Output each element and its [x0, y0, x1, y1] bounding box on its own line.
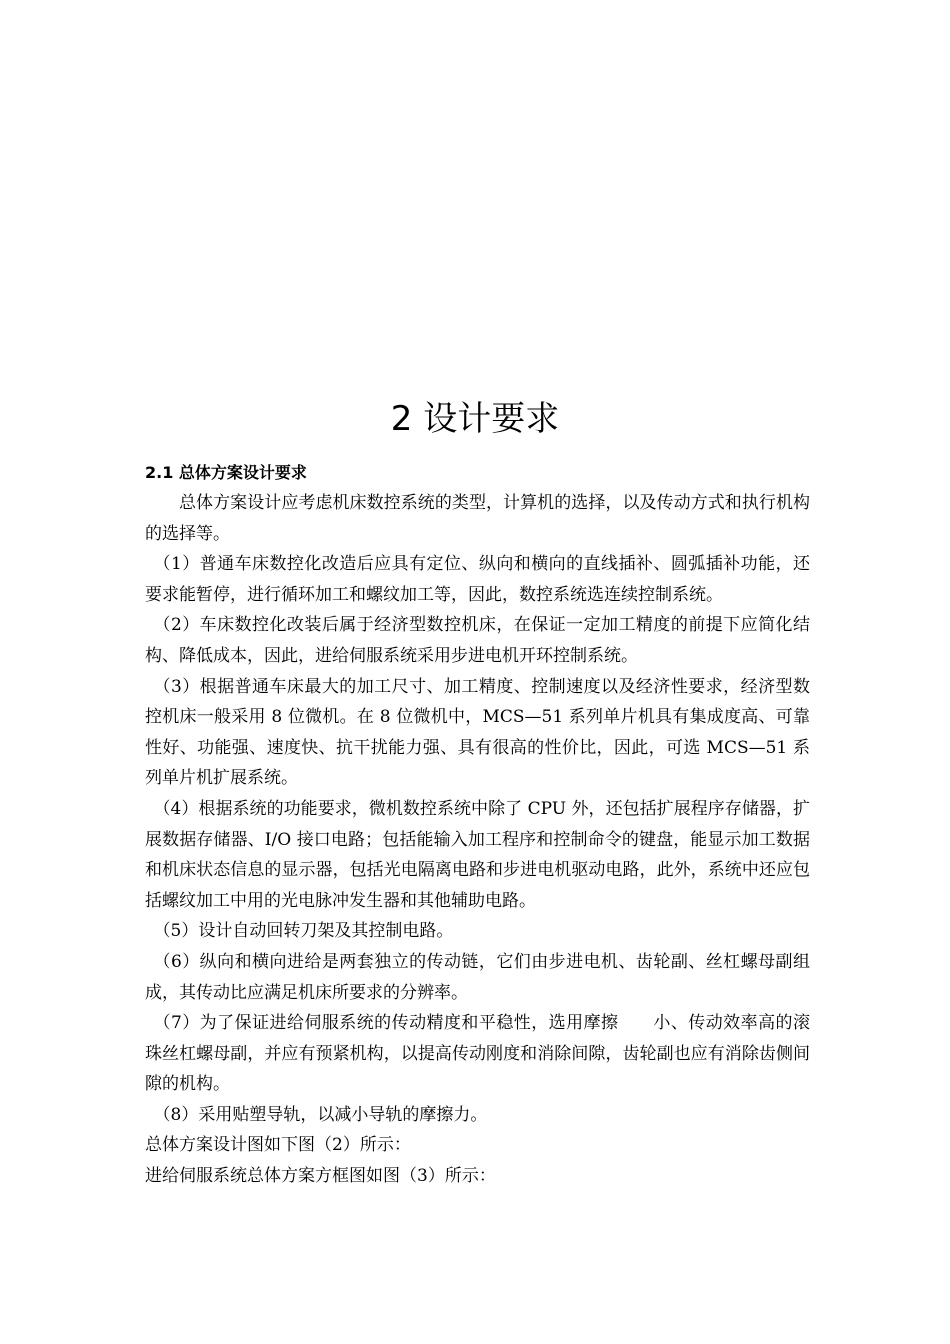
intro-paragraph: 总体方案设计应考虑机床数控系统的类型，计算机的选择，以及传动方式和执行机构的选择等。	[145, 493, 810, 544]
chapter-title: 2 设计要求	[390, 399, 560, 439]
figure-2-reference: 总体方案设计图如下图（2）所示：	[145, 1135, 411, 1156]
requirement-item-7: （7）为了保证进给伺服系统的传动精度和平稳性，选用摩擦 小、传动效率高的滚珠丝杠螺母副，并应有预紧机构，以提高传动刚度和消除间隙，齿轮副也应有消除齿侧间隙的机构。	[145, 1013, 810, 1095]
requirement-item-5: （5）设计自动回转刀架及其控制电路。	[153, 921, 454, 942]
requirement-item-3: （3）根据普通车床最大的加工尺寸、加工精度、控制速度以及经济性要求，经济型数控机床一般采用 8 位微机。在 8 位微机中，MCS—51 系列单片机具有集成度高、可靠性好、功能强、速度快、抗干扰能力强、具有很高的性价比，因此，可选 MCS—51 系列单片机扩展系统。	[145, 676, 810, 789]
requirement-item-4: （4）根据系统的功能要求，微机数控系统中除了 CPU 外，还包括扩展程序存储器，扩展数据存储器、I/O 接口电路；包括能输入加工程序和控制命令的键盘，能显示加工数据和机床状态信息的显示器，包括光电隔离电路和步进电机驱动电路，此外，系统中还应包括螺纹加工中用的光电脉冲发生器和其他辅助电路。	[145, 798, 810, 911]
requirement-item-8: （8）采用贴塑导轨，以减小导轨的摩擦力。	[153, 1104, 488, 1125]
figure-3-reference: 进给伺服系统总体方案方框图如图（3）所示：	[145, 1166, 496, 1187]
requirement-item-1: （1）普通车床数控化改造后应具有定位、纵向和横向的直线插补、圆弧插补功能，还要求能暂停，进行循环加工和螺纹加工等，因此，数控系统选连续控制系统。	[145, 554, 810, 605]
requirement-item-6: （6）纵向和横向进给是两套独立的传动链，它们由步进电机、齿轮副、丝杠螺母副组成，其传动比应满足机床所要求的分辨率。	[145, 951, 810, 1003]
body-text	[145, 488, 810, 1192]
section-heading: 2.1 总体方案设计要求	[145, 463, 307, 482]
requirement-item-2: （2）车床数控化改装后属于经济型数控机床，在保证一定加工精度的前提下应简化结构、降低成本，因此，进给伺服系统采用步进电机开环控制系统。	[145, 615, 810, 666]
